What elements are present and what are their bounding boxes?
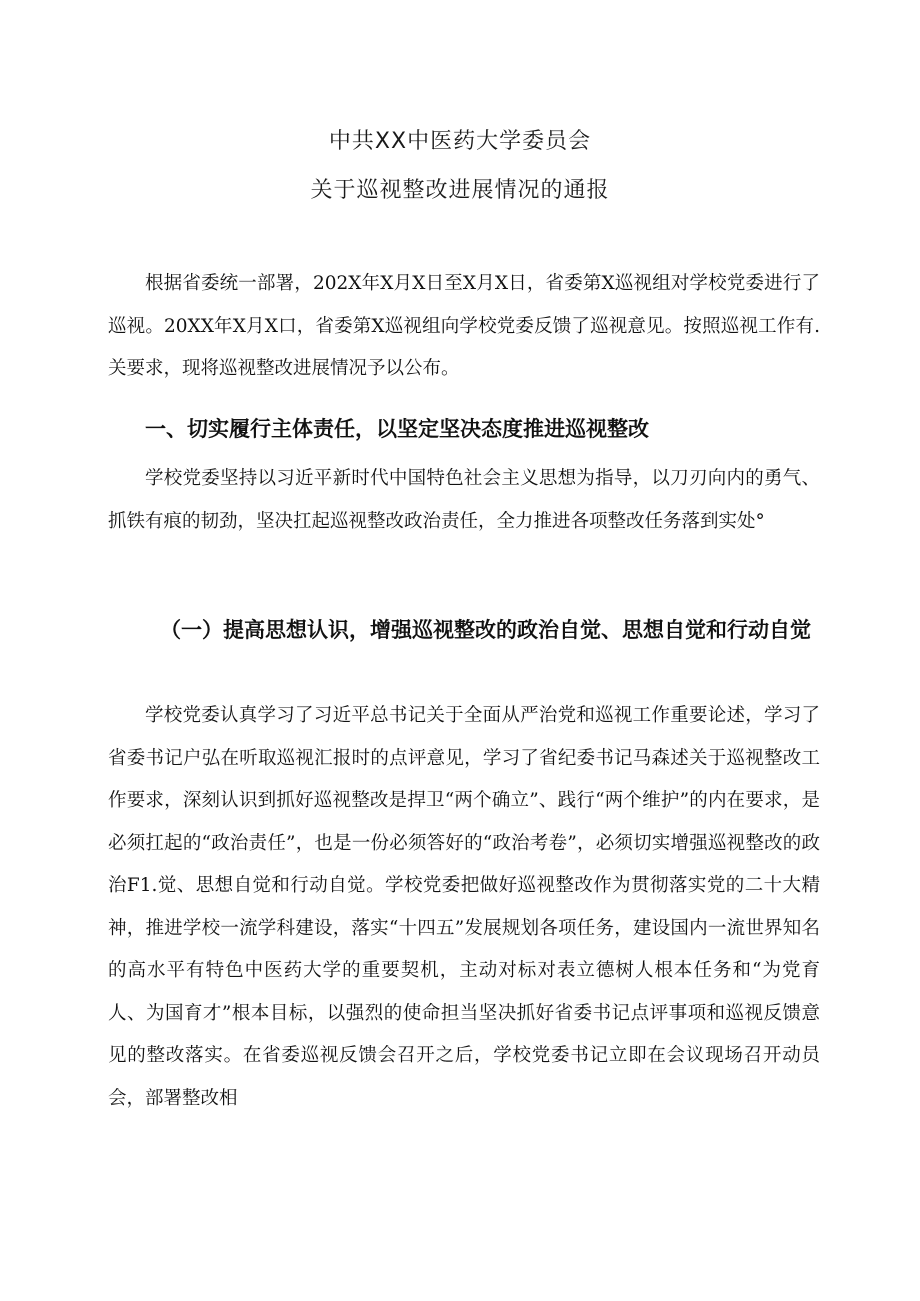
section1-paragraph: 学校党委坚持以习近平新时代中国特色社会主义思想为指导，以刀刃向内的勇气、抓铁有痕的韧劲，坚决扛起巡视整改政治责任，全力推进各项整改任务落到实处° bbox=[108, 468, 820, 532]
document-title-line1: 中共XX中医药大学委员会 bbox=[328, 129, 592, 154]
intro-paragraph: 根据省委统一部署，202X年X月X日至X月X日，省委第X巡视组对学校党委进行了巡视。20XX年X月X口，省委第X巡视组向学校党委反馈了巡视意见。按照巡视工作有.关要求，现将巡视整改进展情况予以公布。 bbox=[108, 273, 820, 379]
document-title-line2: 关于巡视整改进展情况的通报 bbox=[310, 178, 610, 203]
subsection-heading-1: （一）提高思想认识，增强巡视整改的政治自觉、思想自觉和行动自觉 bbox=[160, 618, 811, 642]
section-heading-1: 一、切实履行主体责任，以坚定坚决态度推进巡视整改 bbox=[145, 417, 649, 441]
subsection1-paragraph: 学校党委认真学习了习近平总书记关于全面从严治党和巡视工作重要论述，学习了省委书记户弘在听取巡视汇报时的点评意见，学习了省纪委书记马森述关于巡视整改工作要求，深刻认识到抓好巡视整改是捍卫“两个确立”、践行“两个维护”的内在要求，是必须扛起的“政治责任”，也是一份必须答好的“政治考卷”，必须切实增强巡视整改的政治F1.觉、思想自觉和行动自觉。学校党委把做好巡视整改作为贯彻落实党的二十大精神，推进学校一流学科建设，落实“十四五”发展规划各项任务，建设国内一流世界知名的高水平有特色中医药大学的重要契机，主动对标对表立德树人根本任务和“为党育人、为国育才”根本目标，以强烈的使命担当坚决抓好省委书记点评事项和巡视反馈意见的整改落实。在省委巡视反馈会召开之后，学校党委书记立即在会议现场召开动员会，部署整改相 bbox=[108, 705, 820, 1109]
